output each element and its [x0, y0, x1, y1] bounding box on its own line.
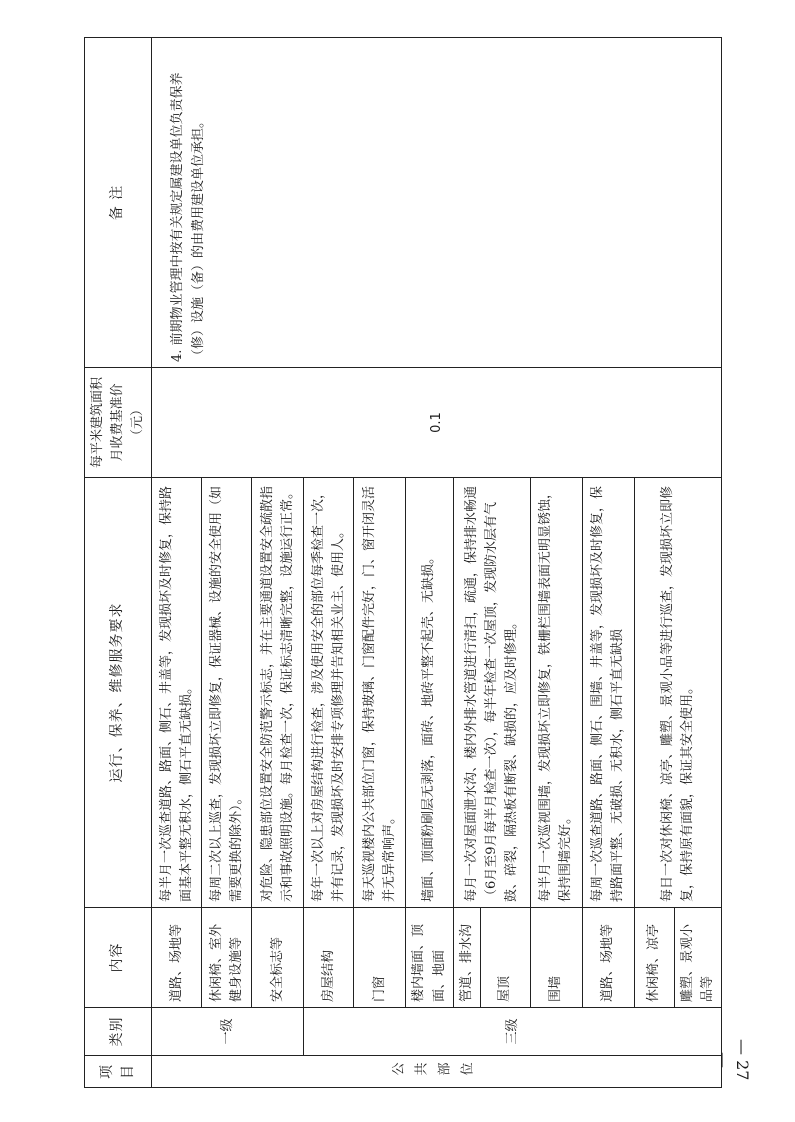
requirement-cell: 对危险、隐患部位设置安全防范警示标志，并在主要通道设置安全疏散指示和事故照明设施。每月检查一次，保证标志清晰完整，设施运行正常。 [252, 478, 304, 908]
page-number: — 27 — [714, 1039, 752, 1081]
content-cell: 围墙 [530, 908, 582, 1008]
requirement-cell: 墙面、顶面粉刷层无剥落，面砖、地砖平整不起壳、无缺损。 [406, 478, 453, 908]
note-cell: 4. 前期物业管理中按有关规定属建设单位负责保养（修）设施（备）的由费用建设单位承担。 [152, 38, 722, 368]
content-cell: 安全标志等 [252, 908, 304, 1008]
price-cell: 0.1 [152, 368, 722, 478]
item-cell [152, 1056, 722, 1088]
requirement-cell: 每年一次以上对房屋结构进行检查，涉及使用安全的部位每季检查一次，并有记录，发现损坏及时安排专项修理并告知相关业主、使用人。 [304, 478, 354, 908]
content-cell: 道路、场地等 [152, 908, 202, 1008]
item-label: 公共部位 [390, 1063, 483, 1079]
header-requirements: 运行、保养、维修服务要求 [85, 478, 152, 908]
header-item: 项目 [85, 1056, 152, 1088]
requirement-cell: 每周一次巡查道路、路面、侧石、围墙、井盖等，发现损坏及时修复，保持路面平整、无破损、无积水，侧石平直无缺损 [582, 478, 634, 908]
content-cell: 屋顶 [480, 908, 530, 1008]
level3-cell: 三级 [304, 1008, 722, 1056]
header-content: 内容 [85, 908, 152, 1008]
requirement-cell: 每天巡视楼内公共部位门窗，保持玻璃、门窗配件完好，门、窗开闭灵活并无异常响声。 [354, 478, 406, 908]
requirement-cell: 每半月一次巡视围墙，发现损坏立即修复，铁栅栏围墙表面无明显锈蚀，保持围墙完好。 [530, 478, 582, 908]
header-price: 每平米建筑面积月收费基准价（元） [85, 368, 152, 478]
content-cell: 楼内墙面、顶面、地面 [406, 908, 453, 1008]
content-cell: 雕塑、景观小品等 [674, 908, 721, 1008]
service-standard-table [84, 37, 722, 1088]
requirement-cell: 每周二次以上巡查，发现损坏立即修复，保证器械、设施的安全使用（如需要更换的除外）。 [202, 478, 252, 908]
content-cell: 休闲椅、凉亭 [634, 908, 674, 1008]
requirement-cell: 每日一次对休闲椅、凉亭、雕塑、景观小品等进行巡查，发现损坏立即修复，保持原有面貌，保证其安全使用。 [634, 478, 721, 908]
content-cell: 管道、排水沟 [453, 908, 480, 1008]
header-row [85, 38, 152, 1088]
header-category: 类别 [85, 1008, 152, 1056]
requirement-cell: 每半月一次巡查道路、路面、侧石、井盖等，发现损坏及时修复，保持路面基本平整无积水，侧石平直无缺损。 [152, 478, 202, 908]
content-cell: 休闲椅、室外健身设施等 [202, 908, 252, 1008]
content-cell: 门窗 [354, 908, 406, 1008]
header-note: 备 注 [85, 38, 152, 368]
table-row [152, 38, 202, 1088]
content-cell: 房屋结构 [304, 908, 354, 1008]
service-standard-table-sheet [84, 38, 784, 1088]
requirement-cell: 每月一次对屋面泄水沟、楼内外排水管道进行清扫，疏通，保持排水畅通（6月至9月每半月检查一次），每半年检查一次屋顶，发现防水层有气鼓、碎裂，隔热板有断裂、缺损的，应及时修理。 [453, 478, 530, 908]
content-cell: 道路、场地等 [582, 908, 634, 1008]
level1-cell: 一级 [152, 1008, 304, 1056]
